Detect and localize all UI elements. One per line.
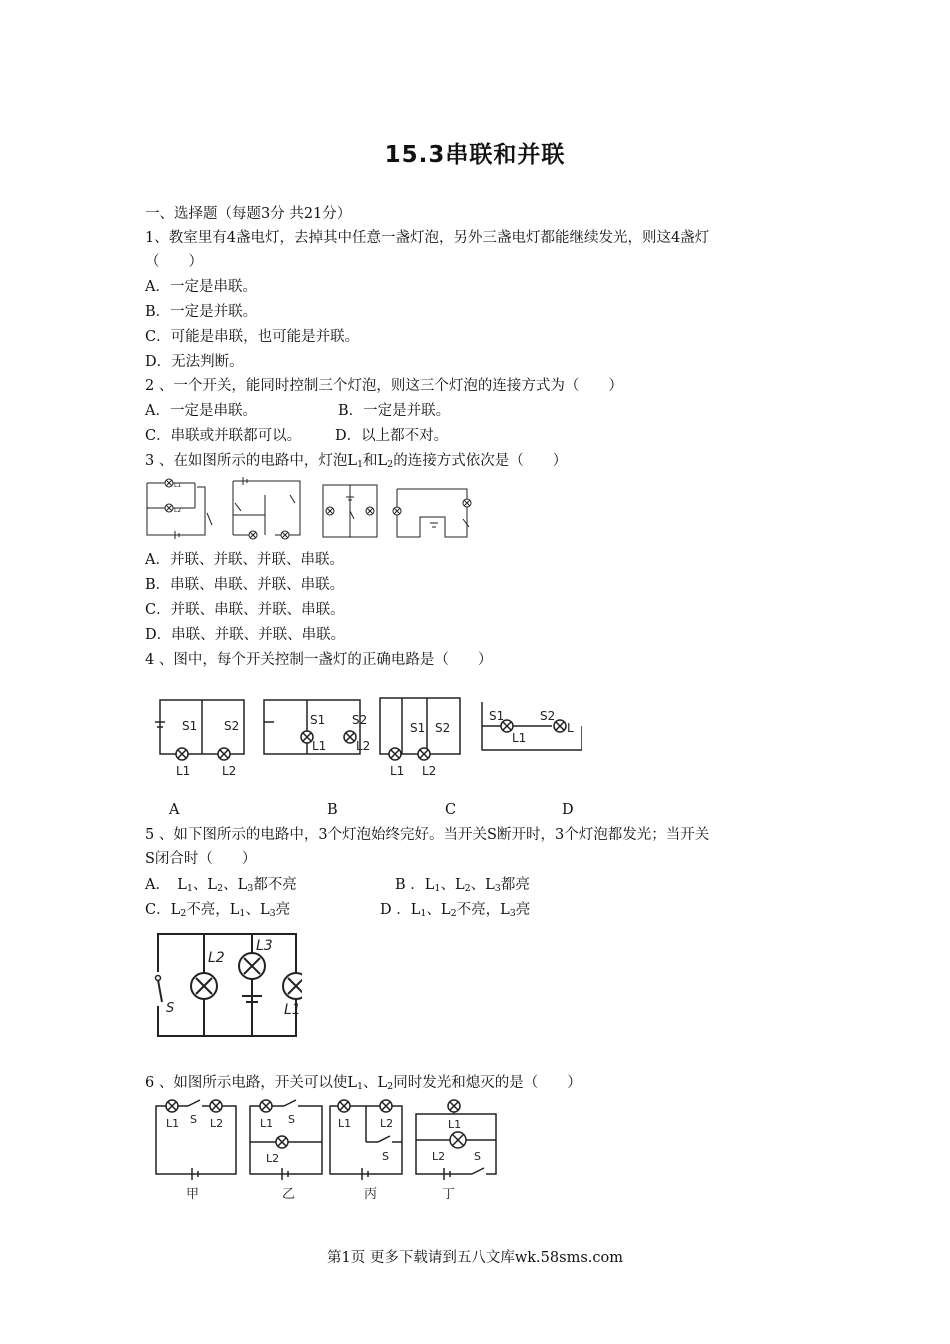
q4-c-s1: S1	[410, 721, 426, 735]
q6-yi-l2: L2	[266, 1152, 280, 1165]
q4-c-s2: S2	[435, 721, 451, 735]
q3-circuit-figures	[145, 475, 485, 547]
q1-option-d: D．无法判断。	[145, 354, 244, 370]
q5-option-c: C．$L_2$不亮，$L_1$、$L_3$亮	[145, 902, 291, 919]
q4-b-s2: S2	[352, 713, 368, 727]
page-title: 15.3串联和并联	[384, 142, 566, 168]
page-footer: 第1页 更多下载请到五八文库wk.58sms.com	[327, 1250, 623, 1266]
q6-jia-l2: L2	[210, 1117, 224, 1130]
q4-circuit-b	[264, 700, 370, 754]
q3-option-d: D．串联、并联、并联、串联。	[145, 627, 346, 643]
q4-c-l2: L2	[422, 764, 437, 778]
q6-yi-label: 乙	[282, 1187, 296, 1202]
q6-circuit-bing	[330, 1100, 402, 1202]
q6-bing-l1: L1	[338, 1117, 352, 1130]
q4-b-l1: L1	[312, 739, 327, 753]
q6-circuit-figures	[152, 1094, 500, 1206]
q4-d-l1: L1	[512, 731, 527, 745]
q4-stem: 4 、图中，每个开关控制一盏灯的正确电路是（ ）	[145, 652, 493, 668]
q2-option-a: A．一定是串联。	[145, 403, 257, 419]
q3-label-l2: L2	[174, 507, 182, 514]
q5-option-a: A． $L_1$、$L_2$、$L_3$都不亮	[145, 877, 297, 894]
q6-circuit-ding	[416, 1100, 496, 1202]
q1-paren: （ ）	[145, 254, 203, 270]
q4-a-l1: L1	[176, 764, 191, 778]
q4-c-l1: L1	[390, 764, 405, 778]
q5-stem-line-2: S闭合时（ ）	[145, 851, 257, 867]
q4-d-l: L	[567, 721, 574, 735]
q5-option-b: B ．$L_1$、$L_2$、$L_3$都亮	[395, 877, 530, 894]
q6-ding-l1: L1	[448, 1118, 462, 1131]
q4-circuit-a	[155, 700, 244, 778]
q1-option-b: B．一定是并联。	[145, 304, 258, 320]
q6-circuit-yi	[250, 1100, 322, 1202]
q4-a-s2: S2	[224, 719, 240, 733]
q4-figure-label-b: B	[327, 802, 338, 818]
q4-circuit-d	[482, 702, 582, 750]
q5-label-l3: L3	[256, 938, 273, 954]
q4-figure-label-d: D	[562, 802, 574, 818]
q2-option-b: B．一定是并联。	[338, 403, 451, 419]
q6-ding-label: 丁	[442, 1187, 456, 1202]
q4-circuit-c	[380, 698, 460, 778]
q6-ding-s: S	[474, 1150, 481, 1163]
q3-stem: 3 、在如图所示的电路中，灯泡$L_1$和$L_2$的连接方式依次是（ ）	[145, 453, 568, 470]
q6-yi-l1: L1	[260, 1117, 274, 1130]
q5-option-d: D ．$L_1$、$L_2$不亮，$L_3$亮	[380, 902, 531, 919]
q6-jia-label: 甲	[186, 1187, 200, 1202]
q2-stem: 2 、一个开关，能同时控制三个灯泡，则这三个灯泡的连接方式为（ ）	[145, 378, 623, 394]
q3-circuit-4	[393, 489, 471, 537]
q3-option-b: B．串联、串联、并联、串联。	[145, 577, 345, 593]
q6-jia-s: S	[190, 1113, 197, 1126]
q6-circuit-jia	[156, 1100, 236, 1202]
q1-option-c: C．可能是串联，也可能是并联。	[145, 329, 360, 345]
q6-bing-l2: L2	[380, 1117, 394, 1130]
q3-option-c: C．并联、串联、并联、串联。	[145, 602, 345, 618]
q3-circuit-2	[233, 477, 300, 539]
q1-stem: 1、教室里有4盏电灯，去掉其中任意一盏灯泡，另外三盏电灯都能继续发光，则这4盏灯	[145, 230, 710, 246]
q2-option-d: D．以上都不对。	[335, 428, 449, 444]
q5-label-l2: L2	[208, 950, 225, 966]
section-heading: 一、选择题（每题3分 共21分）	[145, 206, 352, 222]
q4-b-s1: S1	[310, 713, 326, 727]
q6-yi-s: S	[288, 1113, 295, 1126]
q5-label-l1: L1	[284, 1002, 301, 1018]
q4-b-l2: L2	[356, 739, 371, 753]
q6-bing-s: S	[382, 1150, 389, 1163]
q4-d-s1: S1	[489, 709, 505, 723]
q1-option-a: A．一定是串联。	[145, 279, 257, 295]
q3-option-a: A．并联、并联、并联、串联。	[145, 552, 344, 568]
q5-stem-line-1: 5 、如下图所示的电路中，3个灯泡始终完好。当开关S断开时，3个灯泡都发光；当开关	[145, 827, 710, 843]
q6-ding-l2: L2	[432, 1150, 446, 1163]
q4-circuit-figures	[152, 692, 582, 784]
q4-d-s2: S2	[540, 709, 556, 723]
q3-circuit-3	[323, 485, 377, 537]
q6-jia-l1: L1	[166, 1117, 180, 1130]
q3-circuit-1	[147, 479, 212, 539]
q4-a-s1: S1	[182, 719, 198, 733]
q6-bing-label: 丙	[364, 1187, 378, 1202]
q3-label-l1: L1	[174, 482, 182, 489]
q4-figure-label-a: A	[169, 802, 180, 818]
q2-option-c: C．串联或并联都可以。	[145, 428, 302, 444]
q4-figure-label-c: C	[445, 802, 457, 818]
q6-stem: 6 、如图所示电路，开关可以使$L_1$、$L_2$同时发光和熄灭的是（ ）	[145, 1075, 582, 1092]
q5-label-s: S	[166, 1001, 175, 1016]
q5-circuit-figure	[152, 928, 302, 1040]
q4-a-l2: L2	[222, 764, 237, 778]
